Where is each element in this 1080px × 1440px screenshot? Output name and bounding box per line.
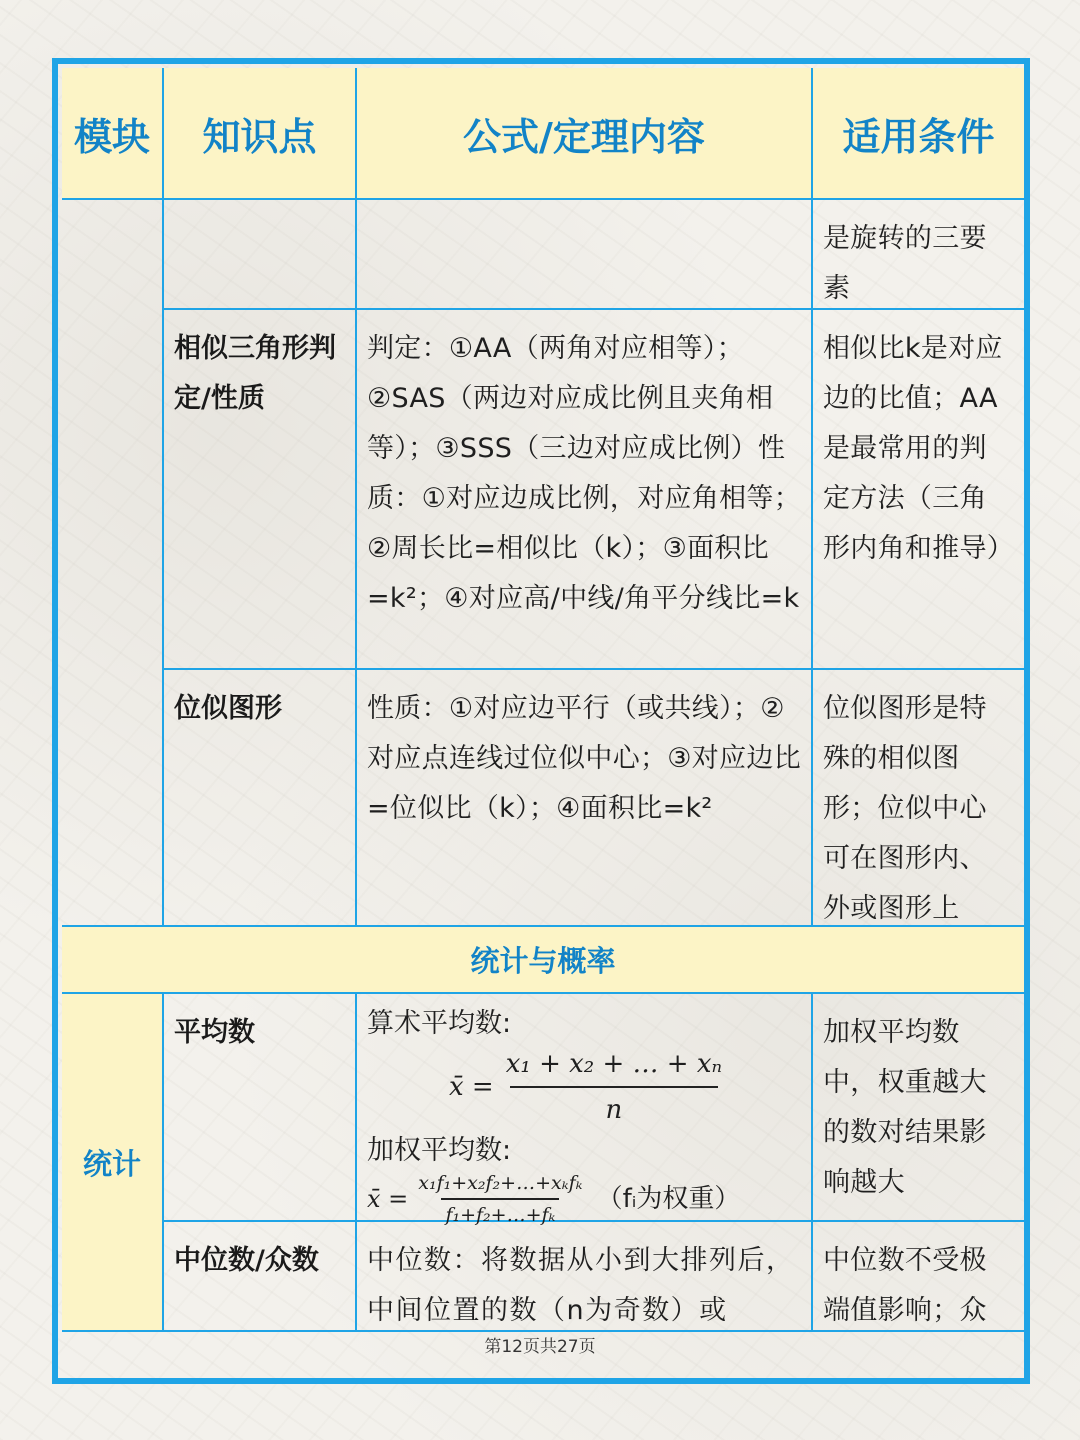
condition-median-mode: 中位数不受极端值影响；众 xyxy=(813,1222,1024,1332)
header-content: 公式/定理内容 xyxy=(357,68,813,200)
condition-mean: 加权平均数中，权重越大的数对结果影响越大 xyxy=(813,994,1024,1222)
content-median-mode: 中位数：将数据从小到大排列后，中间位置的数（n为奇数）或 xyxy=(357,1222,813,1332)
formula-numerator: x₁f₁+x₂f₂+…+xₖfₖ xyxy=(418,1172,583,1194)
formula-lhs: x̄ = xyxy=(449,1072,494,1102)
section-title: 统计与概率 xyxy=(62,927,1024,994)
page-frame xyxy=(52,58,1030,1384)
module-cell-geometry xyxy=(62,200,164,927)
formula-denominator: n xyxy=(510,1086,718,1130)
arithmetic-mean-label: 算术平均数: xyxy=(367,1008,512,1039)
page-number: 第12页共27页 xyxy=(484,1337,596,1357)
condition-cell: 是旋转的三要素 xyxy=(813,200,1024,310)
topic-median-mode: 中位数/众数 xyxy=(164,1222,357,1332)
content-homothetic: 性质：①对应边平行（或共线）；②对应点连线过位似中心；③对应边比=位似比（k）；④面积比=k² xyxy=(357,670,813,927)
header-module: 模块 xyxy=(62,68,164,200)
module-cell-statistics: 统计 xyxy=(62,994,164,1332)
content-cell xyxy=(357,200,813,310)
header-condition: 适用条件 xyxy=(813,68,1024,200)
condition-homothetic: 位似图形是特殊的相似图形；位似中心可在图形内、外或图形上 xyxy=(813,670,1024,927)
weight-note: （fᵢ为权重） xyxy=(596,1184,741,1214)
content-similar-triangles: 判定：①AA（两角对应相等）；②SAS（两边对应成比例且夹角相等）；③SSS（三边对应成比例）性质：①对应边成比例，对应角相等；②周长比=相似比（k）；③面积比=k²；④对应高/中线/角平分线比=k xyxy=(357,310,813,670)
topic-cell xyxy=(164,200,357,310)
topic-similar-triangles: 相似三角形判定/性质 xyxy=(164,310,357,670)
topic-mean: 平均数 xyxy=(164,994,357,1222)
header-topic: 知识点 xyxy=(164,68,357,200)
weighted-mean-formula xyxy=(367,1170,801,1228)
weighted-mean-label: 加权平均数: xyxy=(367,1135,512,1166)
knowledge-table xyxy=(62,68,1020,1374)
arithmetic-mean-formula xyxy=(449,1044,801,1130)
condition-similar-triangles: 相似比k是对应边的比值；AA是最常用的判定方法（三角形内角和推导） xyxy=(813,310,1024,670)
formula-denominator: f₁+f₂+…+fₖ xyxy=(441,1198,559,1228)
formula-numerator: x₁ + x₂ + … + xₙ xyxy=(505,1049,723,1079)
topic-homothetic: 位似图形 xyxy=(164,670,357,927)
formula-lhs: x̄ = xyxy=(367,1185,409,1213)
content-mean xyxy=(357,994,813,1226)
